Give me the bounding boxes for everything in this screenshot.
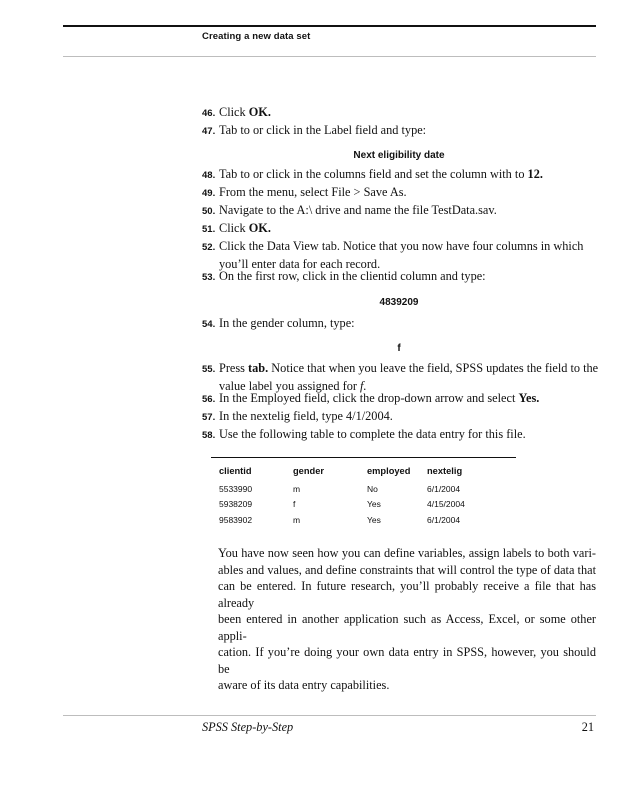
page-number: 21 bbox=[581, 720, 594, 734]
step-number: 57. bbox=[202, 412, 216, 423]
step-number: 56. bbox=[202, 394, 216, 405]
step-54: 54. In the gender column, type: bbox=[202, 315, 602, 333]
step-number: 52. bbox=[202, 242, 216, 253]
step-49: 49. From the menu, select File > Save As. bbox=[202, 184, 602, 202]
col-header-gender: gender bbox=[293, 466, 324, 476]
step-number: 51. bbox=[202, 224, 216, 235]
step-56: 56. In the Employed field, click the drop-down arrow and select Yes. bbox=[202, 390, 602, 408]
step-number: 48. bbox=[202, 170, 216, 181]
step-57: 57. In the nextelig field, type 4/1/2004. bbox=[202, 408, 602, 426]
footer-divider bbox=[63, 715, 596, 716]
step-number: 55. bbox=[202, 364, 216, 375]
typed-gender-value: f bbox=[397, 343, 401, 354]
step-number: 53. bbox=[202, 272, 216, 283]
col-header-clientid: clientid bbox=[219, 466, 252, 476]
step-46: 46. Click OK. bbox=[202, 104, 602, 122]
header-divider bbox=[63, 56, 596, 57]
step-number: 54. bbox=[202, 319, 216, 330]
table-top-rule bbox=[211, 457, 516, 458]
summary-paragraph: You have now seen how you can define variables, assign labels to both vari- ables and values, and define constraints that will control the type of data that can be entered. In future research, you’ll probably receive a file that has already been entered in another application such as Access, Excel, or some other appli- cation. If you’re doing your own data entry in SPSS, however, you should be aware of its data entry capabilities. bbox=[218, 546, 596, 692]
step-number: 50. bbox=[202, 206, 216, 217]
step-47: 47. Tab to or click in the Label field and type: bbox=[202, 122, 602, 140]
typed-label-value: Next eligibility date bbox=[353, 150, 445, 161]
step-58: 58. Use the following table to complete the data entry for this file. bbox=[202, 426, 602, 444]
typed-clientid-value: 4839209 bbox=[379, 297, 419, 308]
step-51: 51. Click OK. bbox=[202, 220, 602, 238]
footer-book-title: SPSS Step-by-Step bbox=[202, 720, 294, 734]
header-rule bbox=[63, 25, 596, 27]
step-53: 53. On the first row, click in the clientid column and type: bbox=[202, 268, 602, 286]
step-50: 50. Navigate to the A:\ drive and name the file TestData.sav. bbox=[202, 202, 602, 220]
running-header: Creating a new data set bbox=[202, 31, 311, 42]
step-48: 48. Tab to or click in the columns field and set the column with to 12. bbox=[202, 166, 602, 184]
col-header-employed: employed bbox=[367, 466, 411, 476]
step-number: 47. bbox=[202, 126, 216, 137]
step-55: 55. Press tab. Notice that when you leave the field, SPSS updates the field to the value label you assigned for f. bbox=[202, 361, 599, 393]
col-header-nextelig: nextelig bbox=[427, 466, 463, 476]
step-number: 46. bbox=[202, 108, 216, 119]
step-number: 58. bbox=[202, 430, 216, 441]
step-52: 52. Click the Data View tab. Notice that you now have four columns in which you’ll enter data for each record. bbox=[202, 239, 584, 271]
step-number: 49. bbox=[202, 188, 216, 199]
